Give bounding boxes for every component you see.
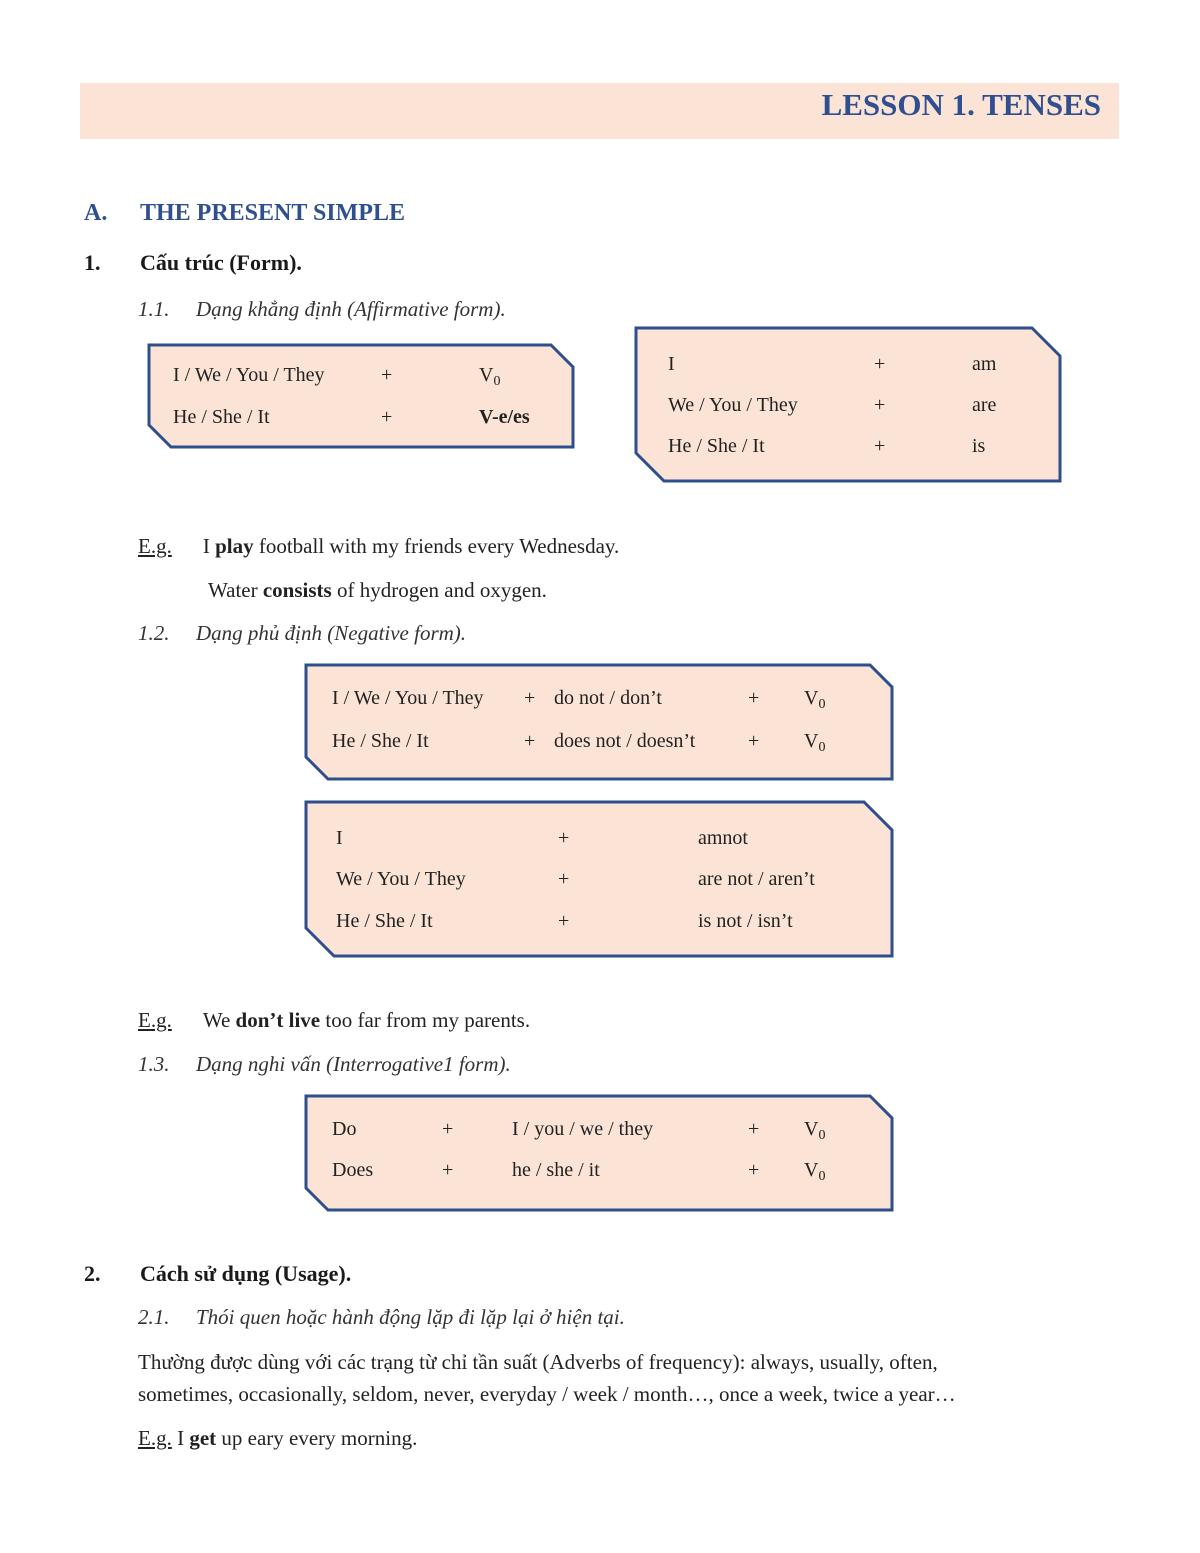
subheading-title: Dạng phủ định (Negative form). bbox=[196, 621, 467, 645]
box-plus: + bbox=[748, 1118, 760, 1140]
box-subject: I / you / we / they bbox=[512, 1118, 654, 1140]
affirmative-verb-box bbox=[147, 343, 575, 449]
box-plus: + bbox=[874, 394, 886, 416]
heading-number: 2. bbox=[84, 1261, 101, 1286]
subheading-title: Thói quen hoặc hành động lặp đi lặp lại ở hiện tại. bbox=[196, 1305, 625, 1329]
box-plus: + bbox=[442, 1159, 454, 1181]
negative-verb-box bbox=[304, 663, 894, 781]
box-plus: + bbox=[381, 406, 393, 428]
box-plus: + bbox=[748, 687, 760, 709]
subheading-negative bbox=[138, 621, 466, 646]
example-line: E.g. We don’t live too far from my parents. bbox=[138, 1008, 531, 1032]
box-subject: We / You / They bbox=[668, 394, 798, 416]
box-aux: does not / doesn’t bbox=[554, 730, 696, 752]
box-verb: are bbox=[972, 394, 997, 416]
lesson-title: LESSON 1. TENSES bbox=[821, 87, 1101, 122]
heading-form bbox=[84, 250, 302, 276]
example-line: E.g. I play football with my friends every Wednesday. bbox=[138, 534, 620, 558]
box-verb: is bbox=[972, 435, 986, 457]
box-plus: + bbox=[524, 730, 536, 752]
box-subject: We / You / They bbox=[336, 868, 466, 890]
box-plus: + bbox=[442, 1118, 454, 1140]
example-label: E.g. bbox=[138, 1008, 172, 1032]
subheading-number: 1.1. bbox=[138, 297, 170, 321]
heading-title: Cách sử dụng (Usage). bbox=[140, 1261, 352, 1286]
example-label: E.g. bbox=[138, 534, 172, 558]
box-aux: Do bbox=[332, 1118, 357, 1140]
heading-number: 1. bbox=[84, 250, 101, 275]
box-plus: + bbox=[748, 730, 760, 752]
usage-text-line: Thường được dùng với các trạng từ chỉ tần suất (Adverbs of frequency): always, usually, often, bbox=[138, 1350, 938, 1374]
box-subject: He / She / It bbox=[668, 435, 765, 457]
negative-be-box bbox=[304, 800, 894, 958]
box-aux: Does bbox=[332, 1159, 374, 1181]
usage-text-line: sometimes, occasionally, seldom, never, everyday / week / month…, once a week, twice a year… bbox=[138, 1382, 956, 1406]
box-subject: He / She / It bbox=[173, 406, 270, 428]
box-verb: $V_0$ bbox=[804, 1118, 826, 1143]
box-verb: amnot bbox=[698, 827, 748, 849]
subheading-affirmative bbox=[138, 297, 506, 322]
box-plus: + bbox=[874, 435, 886, 457]
box-subject: I bbox=[336, 827, 343, 849]
box-plus: + bbox=[524, 687, 536, 709]
box-plus: + bbox=[381, 364, 393, 386]
affirmative-be-box bbox=[634, 326, 1062, 483]
box-verb: $V_0$ bbox=[804, 687, 826, 712]
box-subject: I bbox=[668, 353, 675, 375]
box-plus: + bbox=[874, 353, 886, 375]
heading-title: Cấu trúc (Form). bbox=[140, 250, 302, 275]
example-line: Water consists of hydrogen and oxygen. bbox=[208, 578, 547, 602]
box-verb: $V_0$ bbox=[804, 730, 826, 755]
box-subject: he / she / it bbox=[512, 1159, 600, 1181]
box-verb: $V_0$ bbox=[479, 364, 501, 389]
box-plus: + bbox=[558, 868, 570, 890]
box-verb: is not / isn’t bbox=[698, 910, 793, 932]
box-verb: are not / aren’t bbox=[698, 868, 815, 890]
box-plus: + bbox=[558, 827, 570, 849]
subheading-title: Dạng nghi vấn (Interrogative1 form). bbox=[196, 1052, 511, 1076]
box-plus: + bbox=[748, 1159, 760, 1181]
box-subject: He / She / It bbox=[332, 730, 429, 752]
box-subject: I / We / You / They bbox=[173, 364, 325, 386]
section-title: THE PRESENT SIMPLE bbox=[140, 200, 405, 226]
box-subject: He / She / It bbox=[336, 910, 433, 932]
section-number: A. bbox=[84, 200, 108, 226]
subheading-interrogative bbox=[138, 1052, 511, 1077]
heading-usage bbox=[84, 1261, 351, 1287]
example-label: E.g. bbox=[138, 1426, 172, 1450]
box-aux: do not / don’t bbox=[554, 687, 662, 709]
subheading-number: 1.2. bbox=[138, 621, 170, 645]
box-verb: am bbox=[972, 353, 997, 375]
subheading-title: Dạng khẳng định (Affirmative form). bbox=[196, 297, 506, 321]
title-banner bbox=[80, 83, 1119, 139]
subheading-usage-habit bbox=[138, 1305, 625, 1330]
section-heading bbox=[84, 200, 405, 227]
box-verb: V-e/es bbox=[479, 406, 530, 428]
interrogative-box bbox=[304, 1094, 894, 1212]
box-subject: I / We / You / They bbox=[332, 687, 484, 709]
example-line: E.g. I get up eary every morning. bbox=[138, 1426, 418, 1450]
box-verb: $V_0$ bbox=[804, 1159, 826, 1184]
box-plus: + bbox=[558, 910, 570, 932]
subheading-number: 2.1. bbox=[138, 1305, 170, 1329]
subheading-number: 1.3. bbox=[138, 1052, 170, 1076]
